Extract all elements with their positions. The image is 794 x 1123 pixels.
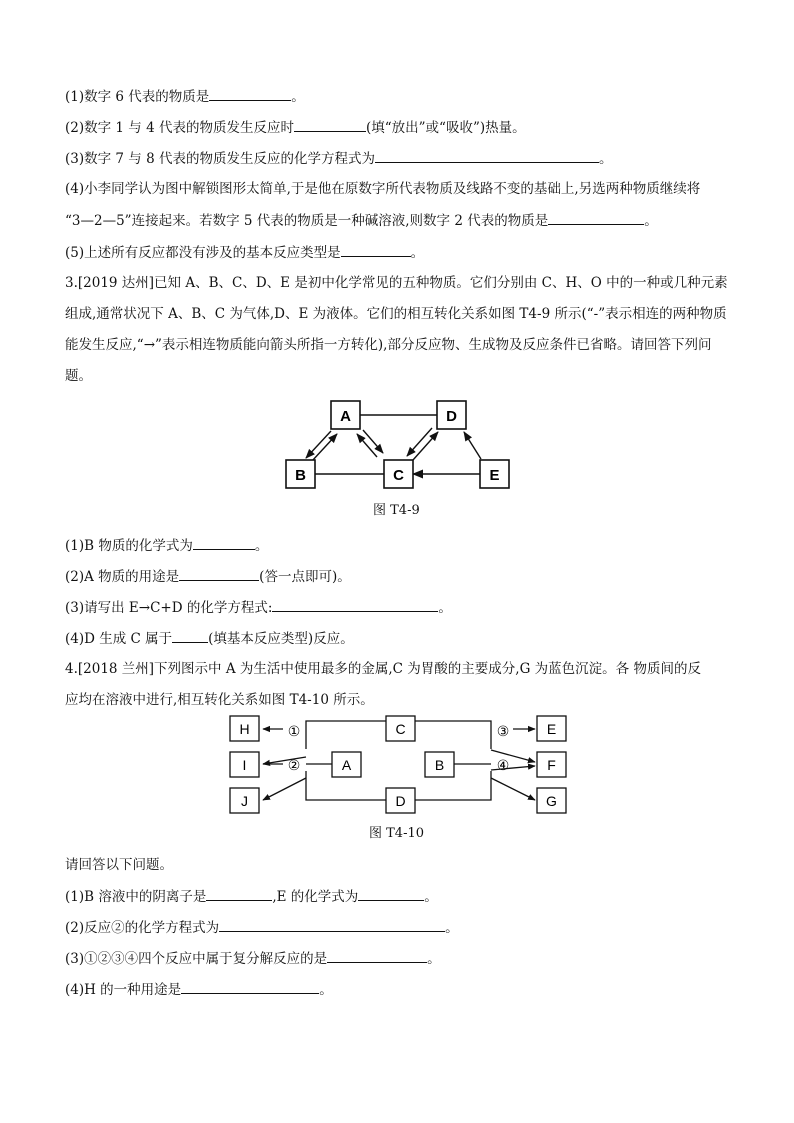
node-f-label: F <box>547 757 556 773</box>
reaction-marker-4: ④ <box>496 757 510 773</box>
reaction-marker-2: ② <box>287 757 301 773</box>
node-a-label: A <box>341 757 352 773</box>
node-b-label: B <box>434 757 445 773</box>
answer-blank[interactable] <box>209 86 291 101</box>
answer-blank[interactable] <box>272 597 438 612</box>
node-b-label: B <box>295 467 306 484</box>
reaction-marker-3: ③ <box>496 723 510 739</box>
q3-stem-line1: 3.[2019 达州]已知 A、B、C、D、E 是初中化学常见的五种物质。它们分别由 C、H、O 中的一种或几种元素 <box>65 275 728 291</box>
q4-item-4: (4)H 的一种用途是 。 <box>65 979 333 1000</box>
q2-item-3: (3)数字 7 与 8 代表的物质发生反应的化学方程式为 。 <box>65 148 612 169</box>
q3-stem-line2: 组成,通常状况下 A、B、C 为气体,D、E 为液体。它们的相互转化关系如图 T4-9 所示(“-”表示相连的两种物质 <box>65 306 727 322</box>
q2-item-1: (1)数字 6 代表的物质是 。 <box>65 86 305 107</box>
q3-item-2: (2)A 物质的用途是 (答一点即可)。 <box>65 566 351 587</box>
q4-lead: 请回答以下问题。 <box>65 857 173 873</box>
q2-item-2: (2)数字 1 与 4 代表的物质发生反应时 (填“放出”或“吸收”)热量。 <box>65 117 526 138</box>
figure-t4-10 <box>225 712 575 820</box>
answer-blank[interactable] <box>193 535 255 550</box>
node-d-label: D <box>446 408 457 425</box>
q2-item-2-text: (2)数字 1 与 4 代表的物质发生反应时 <box>65 120 294 136</box>
q4-item-1: (1)B 溶液中的阴离子是 ,E 的化学式为 。 <box>65 886 438 907</box>
q3-stem-line3: 能发生反应,“→”表示相连物质能向箭头所指一方转化),部分反应物、生成物及反应条件已省略。请回答下列问 <box>65 337 712 353</box>
node-e-label: E <box>546 721 557 737</box>
answer-blank[interactable] <box>179 566 259 581</box>
answer-blank[interactable] <box>219 917 445 932</box>
answer-blank[interactable] <box>548 210 644 225</box>
q3-item-1: (1)B 物质的化学式为 。 <box>65 535 268 556</box>
q2-item-1-text: (1)数字 6 代表的物质是 <box>65 89 210 105</box>
q2-item-4-line1: (4)小李同学认为图中解锁图形太简单,于是他在原数字所代表物质及线路不变的基础上,另选两种物质继续将 <box>65 181 701 197</box>
answer-blank[interactable] <box>358 886 424 901</box>
node-c-label: C <box>395 721 406 737</box>
q4-stem-line2: 应均在溶液中进行,相互转化关系如图 T4-10 所示。 <box>65 692 374 708</box>
answer-blank[interactable] <box>341 242 411 257</box>
arrow-e-to-d <box>464 432 481 459</box>
node-g-label: G <box>546 793 557 809</box>
q4-item-2: (2)反应②的化学方程式为 。 <box>65 917 459 938</box>
q3-stem-line4: 题。 <box>65 368 92 384</box>
q2-item-5: (5)上述所有反应都没有涉及的基本反应类型是 。 <box>65 242 424 263</box>
answer-blank[interactable] <box>375 148 599 163</box>
reaction-marker-1: ① <box>287 723 301 739</box>
node-e-label: E <box>489 467 500 484</box>
answer-blank[interactable] <box>206 886 272 901</box>
q3-item-3: (3)请写出 E→C+D 的化学方程式: 。 <box>65 597 452 618</box>
answer-blank[interactable] <box>327 948 427 963</box>
node-c-label: C <box>393 467 404 484</box>
node-a-label: A <box>340 408 351 425</box>
answer-blank[interactable] <box>181 979 319 994</box>
figure-t4-10-caption: 图 T4-10 <box>369 826 425 841</box>
answer-blank[interactable] <box>172 628 208 643</box>
q2-item-3-text: (3)数字 7 与 8 代表的物质发生反应的化学方程式为 <box>65 151 375 167</box>
figure-t4-9-caption: 图 T4-9 <box>373 503 420 518</box>
node-i-label: I <box>242 757 247 773</box>
node-h-label: H <box>239 721 250 737</box>
q4-item-3: (3)①②③④四个反应中属于复分解反应的是 。 <box>65 948 441 969</box>
node-j-label: J <box>241 793 248 809</box>
q3-item-4: (4)D 生成 C 属于 (填基本反应类型)反应。 <box>65 628 354 649</box>
node-d-label: D <box>395 793 406 809</box>
q4-stem-line1: 4.[2018 兰州]下列图示中 A 为生活中使用最多的金属,C 为胃酸的主要成分,G 为蓝色沉淀。各 物质间的反 <box>65 661 701 677</box>
arrow-a-to-c <box>363 430 383 453</box>
q2-item-4-line2: “3—2—5”连接起来。若数字 5 代表的物质是一种碱溶液,则数字 2 代表的物质是 。 <box>65 210 658 231</box>
figure-t4-9 <box>280 395 520 495</box>
arrow-c-to-a <box>357 434 377 457</box>
answer-blank[interactable] <box>294 117 366 132</box>
